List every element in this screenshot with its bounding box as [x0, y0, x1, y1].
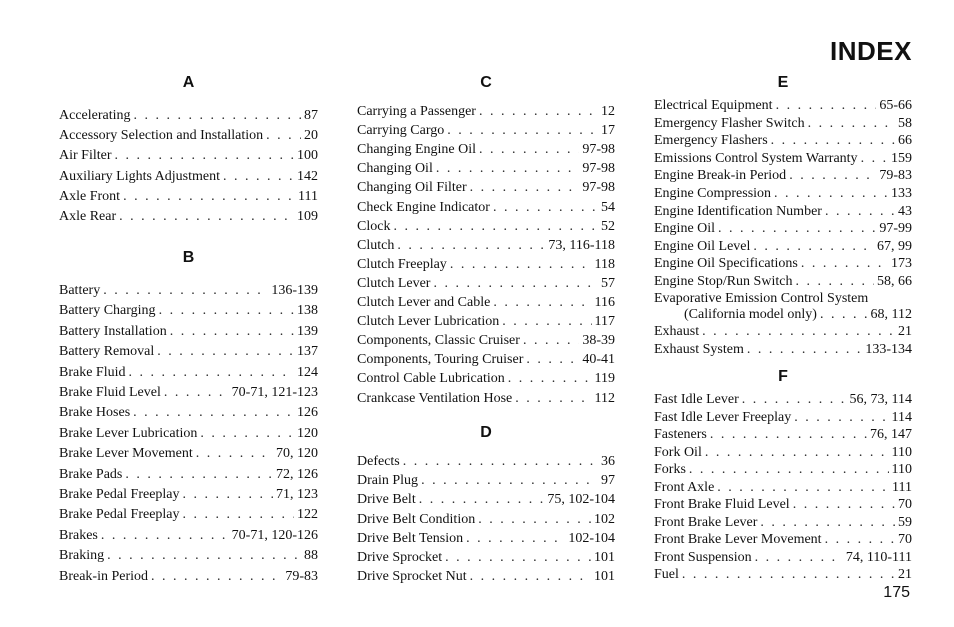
entry-label: Drive Belt	[357, 492, 416, 508]
entry-pages: 79-83	[285, 568, 318, 584]
entry-pages: 71, 123	[276, 487, 318, 502]
index-entry	[59, 147, 318, 164]
dot-leader	[479, 103, 598, 120]
entry-label: Braking	[59, 548, 105, 564]
entry-label: Changing Oil	[357, 161, 433, 177]
entry-label: Drive Belt Tension	[357, 530, 464, 546]
entry-label: Emergency Flasher Switch	[654, 115, 805, 131]
dot-leader	[760, 514, 895, 531]
entry-label: Crankcase Ventilation Hose	[357, 390, 513, 406]
entry-pages: 54	[601, 199, 615, 215]
dot-leader	[493, 294, 591, 311]
dot-leader	[397, 237, 545, 254]
entry-pages: 57	[601, 275, 615, 291]
dot-leader	[794, 409, 888, 426]
entry-pages: 36	[601, 454, 615, 469]
dot-leader	[825, 203, 895, 220]
dot-leader	[134, 107, 301, 124]
entry-pages: 21	[898, 324, 912, 340]
index-entry	[654, 514, 912, 531]
index-entry	[357, 332, 615, 349]
entry-pages: 73, 116-118	[548, 237, 615, 253]
dot-leader	[403, 453, 598, 470]
index-entry	[357, 549, 615, 566]
entry-pages: 17	[601, 123, 615, 139]
index-entry	[59, 445, 318, 462]
entry-label: Components, Touring Cruiser	[357, 352, 524, 368]
dot-leader	[479, 141, 579, 158]
entry-pages: 100	[297, 148, 318, 164]
entry-pages: 97-99	[879, 221, 912, 237]
index-entry	[654, 341, 912, 358]
index-entry	[357, 294, 615, 311]
entry-label: Control Cable Lubrication	[357, 371, 505, 387]
entry-label: Carrying a Passenger	[357, 104, 476, 119]
index-entry	[654, 273, 912, 290]
dot-leader	[450, 256, 592, 273]
entry-label: Changing Engine Oil	[357, 142, 476, 158]
entry-pages: 102	[594, 511, 615, 527]
index-entry	[357, 370, 615, 387]
entry-pages: 40-41	[582, 352, 615, 368]
index-entry	[654, 97, 912, 114]
entry-label: Emissions Control System Warranty	[654, 150, 858, 166]
index-entry	[357, 472, 615, 489]
index-entry	[357, 218, 615, 235]
entry-pages: 173	[891, 256, 912, 272]
entry-subline	[654, 307, 912, 323]
entry-pages: 117	[594, 314, 615, 330]
entry-pages: 76, 147	[870, 427, 912, 442]
dot-leader	[801, 255, 888, 272]
index-entry	[654, 150, 912, 167]
entry-pages: 12	[601, 104, 615, 119]
entry-label: Front Brake Fluid Level	[654, 497, 790, 512]
index-entry	[654, 323, 912, 340]
entry-pages: 21	[898, 567, 912, 582]
entry-label: Clutch	[357, 237, 395, 253]
entry-label: Accelerating	[59, 108, 131, 123]
entry-label: Engine Identification Number	[654, 203, 822, 219]
entry-pages: 126	[297, 405, 318, 421]
dot-leader	[393, 218, 598, 235]
entry-label: Electrical Equipment	[654, 98, 773, 113]
dot-leader	[447, 122, 598, 139]
entry-pages: 97-98	[582, 180, 615, 196]
index-entry	[59, 486, 318, 503]
index-entry	[59, 364, 318, 381]
entry-pages: 142	[297, 168, 318, 184]
dot-leader	[776, 97, 877, 114]
entry-label: Brake Pedal Freeplay	[59, 487, 180, 502]
entry-pages: 70-71, 121-123	[231, 385, 318, 400]
dot-leader	[702, 323, 895, 340]
dot-leader	[101, 527, 229, 544]
entry-pages: 97	[601, 473, 615, 489]
index-entry	[59, 107, 318, 124]
entry-pages: 111	[892, 479, 912, 495]
entry-pages: 137	[297, 344, 318, 360]
index-entry	[357, 530, 615, 547]
dot-leader	[774, 185, 888, 202]
entry-pages: 65-66	[879, 98, 912, 113]
dot-leader	[129, 364, 295, 381]
entry-label: Check Engine Indicator	[357, 199, 490, 215]
index-entry	[59, 404, 318, 421]
index-entry	[357, 511, 615, 528]
entry-label: Engine Oil Level	[654, 238, 751, 254]
index-entry	[59, 302, 318, 319]
index-entry	[654, 167, 912, 184]
entry-pages: 72, 126	[276, 466, 318, 482]
entry-label: Drain Plug	[357, 473, 419, 489]
dot-leader	[717, 479, 889, 496]
index-entry	[59, 384, 318, 401]
entry-label: Auxiliary Lights Adjustment	[59, 168, 220, 184]
dot-leader	[502, 313, 591, 330]
entry-label: Drive Belt Condition	[357, 511, 476, 527]
entry-pages: 122	[297, 507, 318, 523]
index-entry	[357, 491, 615, 508]
dot-leader	[808, 115, 895, 132]
entry-label: Accessory Selection and Installation	[59, 128, 264, 144]
index-entry	[59, 208, 318, 225]
dot-leader	[861, 150, 888, 167]
page-number: 175	[883, 584, 910, 601]
entry-label: Components, Classic Cruiser	[357, 333, 520, 349]
index-entry	[357, 453, 615, 470]
entry-label: Engine Break-in Period	[654, 168, 787, 184]
entry-pages: 58, 66	[877, 274, 912, 289]
entry-label: Drive Sprocket	[357, 550, 443, 565]
entry-label: Engine Oil Specifications	[654, 256, 798, 272]
entry-label: Exhaust	[654, 324, 700, 340]
index-entry	[654, 549, 912, 566]
index-entry	[654, 185, 912, 202]
index-entry	[59, 343, 318, 360]
entry-label: Engine Compression	[654, 186, 772, 201]
entry-label: Brakes	[59, 527, 98, 543]
entry-label: Fork Oil	[654, 444, 702, 460]
dot-leader	[523, 332, 579, 349]
dot-leader	[515, 390, 591, 407]
entry-pages: 136-139	[271, 283, 318, 298]
dot-leader	[119, 208, 294, 225]
entry-label: Fast Idle Lever Freeplay	[654, 409, 792, 425]
dot-leader	[223, 168, 294, 185]
index-entry	[357, 568, 615, 585]
entry-pages: 87	[304, 108, 318, 123]
entry-pages: 43	[898, 203, 912, 219]
dot-leader	[125, 466, 273, 483]
index-entry	[654, 255, 912, 272]
index-entry	[654, 566, 912, 583]
index-entry	[654, 444, 912, 461]
dot-leader	[103, 282, 268, 299]
index-column-2	[357, 0, 615, 627]
entry-label: Fuel	[654, 567, 679, 582]
entry-pages: 101	[594, 569, 615, 585]
entry-label: Clutch Lever	[357, 275, 431, 291]
dot-leader	[718, 220, 876, 237]
entry-pages: 109	[297, 209, 318, 224]
dot-leader	[115, 147, 295, 164]
dot-leader	[753, 238, 874, 255]
entry-pages: 110	[891, 444, 912, 460]
entry-pages: 118	[594, 256, 615, 272]
entry-label: Brake Fluid	[59, 364, 126, 380]
index-column-3	[654, 0, 912, 627]
dot-leader	[183, 486, 273, 503]
entry-label: Battery Installation	[59, 323, 167, 339]
dot-leader	[123, 188, 295, 205]
index-entry	[654, 115, 912, 132]
entry-pages: 56, 73, 114	[849, 392, 912, 407]
entry-label: Battery	[59, 283, 101, 298]
entry-label: Brake Pedal Freeplay	[59, 507, 180, 523]
entry-pages: 20	[304, 128, 318, 144]
index-entry	[59, 282, 318, 299]
dot-leader	[710, 426, 867, 443]
dot-leader	[107, 547, 301, 564]
index-entry	[59, 506, 318, 523]
index-entry	[357, 199, 615, 216]
entry-label: Break-in Period	[59, 568, 149, 584]
entry-pages: 120	[297, 425, 318, 441]
entry-label: Evaporative Emission Control System	[654, 290, 869, 306]
index-entry	[357, 141, 615, 158]
entry-label: Front Suspension	[654, 549, 752, 565]
entry-pages: 88	[304, 548, 318, 564]
dot-leader	[747, 341, 862, 358]
page-title: INDEX	[830, 36, 912, 66]
dot-leader	[419, 491, 545, 508]
index-entry	[357, 103, 615, 120]
index-column-1	[59, 0, 318, 627]
index-entry	[59, 425, 318, 442]
dot-leader	[793, 496, 895, 513]
index-entry	[59, 188, 318, 205]
entry-pages: 119	[594, 371, 615, 387]
entry-pages: 110	[891, 462, 912, 477]
entry-pages: 139	[297, 323, 318, 339]
index-entry	[59, 547, 318, 564]
section-heading-b: B	[182, 249, 195, 266]
entry-pages: 70	[898, 532, 912, 547]
index-entry	[59, 568, 318, 585]
dot-leader	[436, 160, 579, 177]
entry-label: Fast Idle Lever	[654, 392, 739, 407]
dot-leader	[133, 404, 294, 421]
entry-label: Brake Fluid Level	[59, 385, 161, 400]
index-entry	[357, 160, 615, 177]
index-entry	[654, 531, 912, 548]
index-entry	[654, 220, 912, 237]
index-entry	[654, 461, 912, 478]
entry-label: Fasteners	[654, 427, 707, 442]
entry-label: Forks	[654, 462, 686, 477]
dot-leader	[755, 549, 843, 566]
dot-leader	[466, 530, 565, 547]
dot-leader	[771, 132, 895, 149]
entry-label: Front Brake Lever Movement	[654, 532, 822, 547]
entry-pages: 97-98	[582, 142, 615, 158]
dot-leader	[493, 199, 598, 216]
index-entry	[654, 409, 912, 426]
dot-leader	[445, 549, 591, 566]
section-heading-c: C	[480, 74, 492, 91]
index-entry	[357, 390, 615, 407]
entry-label: Clutch Lever Lubrication	[357, 314, 500, 330]
entry-pages: 101	[594, 550, 615, 565]
entry-label: Exhaust System	[654, 341, 744, 357]
entry-label: Brake Lever Lubrication	[59, 425, 198, 441]
entry-pages: 58	[898, 115, 912, 131]
dot-leader	[789, 167, 876, 184]
entry-pages: 74, 110-111	[845, 549, 912, 565]
entry-pages: 59	[898, 514, 912, 530]
index-entry	[654, 238, 912, 255]
index-entry	[654, 291, 912, 323]
dot-leader	[742, 391, 847, 408]
entry-pages: 133	[891, 186, 912, 201]
dot-leader	[183, 506, 294, 523]
entry-label: Brake Lever Movement	[59, 446, 193, 462]
dot-leader	[196, 445, 273, 462]
entry-label: Front Brake Lever	[654, 514, 758, 530]
entry-pages: 114	[891, 409, 912, 425]
dot-leader	[164, 384, 229, 401]
dot-leader	[159, 302, 294, 319]
dot-leader	[470, 179, 580, 196]
index-entry	[357, 275, 615, 292]
dot-leader	[526, 351, 579, 368]
index-entry	[59, 323, 318, 340]
dot-leader	[689, 461, 889, 478]
dot-leader	[705, 444, 889, 461]
dot-leader	[508, 370, 592, 387]
dot-leader	[266, 127, 301, 144]
dot-leader	[157, 343, 294, 360]
index-entry	[654, 426, 912, 443]
entry-pages: 67, 99	[877, 238, 912, 254]
index-entry	[59, 466, 318, 483]
dot-leader	[682, 566, 895, 583]
entry-label-continued: (California model only)	[684, 306, 817, 322]
index-entry	[59, 527, 318, 544]
index-entry	[357, 256, 615, 273]
entry-label: Clutch Lever and Cable	[357, 295, 491, 310]
entry-pages: 102-104	[568, 530, 615, 546]
entry-label: Battery Removal	[59, 344, 155, 360]
index-entry	[654, 496, 912, 513]
entry-pages: 68, 112	[870, 306, 912, 322]
dot-leader	[470, 568, 591, 585]
entry-label: Drive Sprocket Nut	[357, 569, 467, 585]
index-entry	[357, 351, 615, 368]
dot-leader	[170, 323, 294, 340]
index-entry	[654, 132, 912, 149]
index-entry	[654, 479, 912, 496]
entry-pages: 138	[297, 303, 318, 319]
entry-pages: 97-98	[582, 161, 615, 177]
index-entry	[357, 179, 615, 196]
dot-leader	[433, 275, 598, 292]
entry-label: Axle Front	[59, 188, 121, 204]
index-entry	[357, 313, 615, 330]
entry-label: Carrying Cargo	[357, 123, 445, 139]
index-entry	[357, 122, 615, 139]
dot-leader	[151, 568, 282, 585]
entry-label: Emergency Flashers	[654, 133, 768, 149]
dot-leader	[421, 472, 598, 489]
entry-pages: 124	[297, 364, 318, 380]
entry-pages: 133-134	[865, 341, 912, 357]
entry-label: Brake Pads	[59, 466, 123, 482]
entry-label: Changing Oil Filter	[357, 180, 467, 196]
entry-label: Clock	[357, 218, 391, 234]
entry-label: Clutch Freeplay	[357, 256, 447, 272]
entry-pages: 66	[898, 133, 912, 149]
section-heading-d: D	[480, 424, 492, 441]
entry-pages: 159	[891, 150, 912, 166]
entry-label: Engine Stop/Run Switch	[654, 274, 793, 289]
section-heading-f: F	[778, 368, 788, 385]
section-heading-a: A	[182, 74, 195, 91]
index-entry	[59, 127, 318, 144]
entry-pages: 70	[898, 497, 912, 512]
dot-leader	[200, 425, 294, 442]
entry-label: Defects	[357, 454, 400, 469]
entry-label: Brake Hoses	[59, 405, 131, 421]
entry-pages: 111	[298, 188, 318, 204]
dot-leader	[825, 531, 895, 548]
entry-pages: 75, 102-104	[547, 492, 615, 508]
entry-label: Engine Oil	[654, 221, 716, 237]
index-entry	[654, 203, 912, 220]
dot-leader	[478, 511, 591, 528]
entry-pages: 116	[594, 295, 615, 310]
entry-pages: 52	[601, 218, 615, 234]
entry-pages: 38-39	[582, 333, 615, 349]
entry-pages: 70, 120	[276, 446, 318, 462]
index-entry	[654, 391, 912, 408]
dot-leader	[795, 273, 874, 290]
entry-pages: 112	[594, 390, 615, 406]
entry-pages: 79-83	[879, 168, 912, 184]
index-entry	[59, 168, 318, 185]
entry-label: Battery Charging	[59, 303, 156, 319]
dot-leader	[820, 307, 868, 323]
section-heading-e: E	[777, 74, 789, 91]
entry-label: Axle Rear	[59, 209, 117, 224]
entry-label: Front Axle	[654, 479, 715, 495]
entry-label: Air Filter	[59, 148, 112, 164]
index-entry	[357, 237, 615, 254]
entry-pages: 70-71, 120-126	[231, 527, 318, 543]
